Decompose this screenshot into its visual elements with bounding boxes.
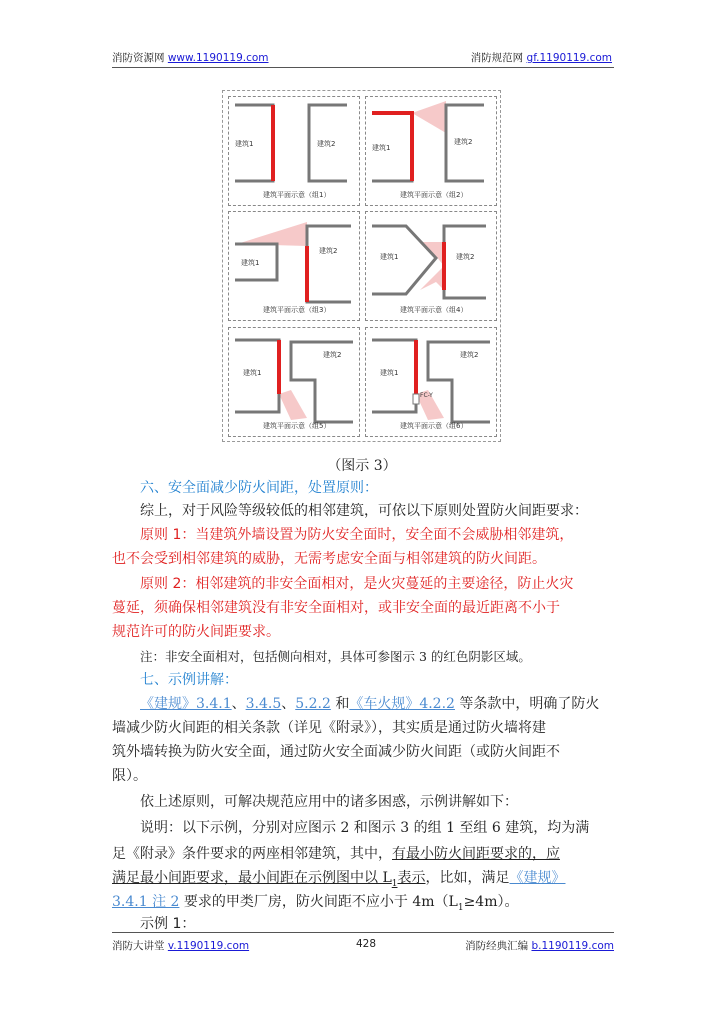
header-right-label: 消防规范网 — [470, 52, 524, 64]
fire-shutter-label: FC-Y — [420, 392, 433, 399]
panel-caption: 建筑平面示意（组2） — [400, 191, 468, 199]
panel-caption: 建筑平面示意（组1） — [263, 191, 331, 199]
building2-label: 建筑2 — [319, 247, 338, 255]
example1-heading: 示例 1： — [140, 916, 196, 932]
ref-link-345[interactable]: 3.4.5 — [245, 696, 282, 712]
figure-3 — [222, 90, 501, 442]
panel-group2 — [365, 96, 497, 206]
panel-caption: 建筑平面示意（组6） — [400, 422, 468, 430]
building2-label: 建筑2 — [323, 351, 342, 359]
section7-line5: 依上述原则，可解决规范应用中的诸多困惑，示例讲解如下： — [140, 794, 518, 810]
explain-line3: 满足最小间距要求，最小间距在示例图中以 $L_1$表示，比如，满足《建规》 — [112, 870, 566, 889]
ref-link-522[interactable]: 5.2.2 — [295, 696, 331, 712]
panel-group6 — [365, 327, 497, 437]
principle1-line2: 也不会受到相邻建筑的威胁，无需考虑安全面与相邻建筑的防火间距。 — [112, 551, 546, 567]
explain-line4: 3.4.1 注 2 要求的甲类厂房，防火间距不应小于 $4m(L_1\ge 4m)$。 — [112, 894, 519, 913]
page-number: 428 — [356, 938, 377, 950]
building1-label: 建筑1 — [243, 369, 262, 377]
building1-label: 建筑1 — [380, 369, 399, 377]
section6-heading: 六、安全面减少防火间距，处置原则： — [140, 480, 378, 496]
note-line: 注：非安全面相对，包括侧向相对，具体可参图示 3 的红色阴影区域。 — [140, 649, 531, 664]
footer-divider — [112, 932, 614, 933]
footer-right-link[interactable]: b.1190119.com — [531, 940, 614, 952]
building1-label: 建筑1 — [372, 144, 391, 152]
header-left-label: 消防资源网 — [112, 52, 165, 64]
section7-line3: 筑外墙转换为防火安全面，通过防火安全面减少防火间距（或防火间距不 — [112, 744, 560, 760]
panel-group4 — [365, 211, 497, 321]
building1-label: 建筑1 — [380, 253, 399, 261]
panel-caption: 建筑平面示意（组3） — [263, 306, 331, 314]
explain-line1: 说明：以下示例，分别对应图示 2 和图示 3 的组 1 至组 6 建筑，均为满 — [140, 820, 590, 836]
building1-label: 建筑1 — [235, 140, 254, 148]
panel-group5-drawing — [229, 328, 359, 436]
ref-link-341-note2[interactable]: 3.4.1 注 2 — [112, 894, 180, 910]
ref-link-jiangui[interactable]: 《建规》 — [509, 870, 566, 886]
building2-label: 建筑2 — [317, 140, 336, 148]
figure-caption: （图示 3） — [327, 458, 397, 474]
panel-group1 — [228, 96, 360, 206]
principle1-line1: 原则 1：当建筑外墙设置为防火安全面时，安全面不会威胁相邻建筑， — [140, 527, 574, 543]
principle2-line3: 规范许可的防火间距要求。 — [112, 624, 280, 640]
panel-group1-drawing — [229, 97, 359, 205]
panel-group5 — [228, 327, 360, 437]
section7-heading: 七、示例讲解： — [140, 672, 238, 688]
building2-label: 建筑2 — [460, 351, 479, 359]
page-footer — [112, 938, 614, 952]
section7-line2: 墙减少防火间距的相关条款（详见《附录》），其实质是通过防火墙将建 — [112, 720, 546, 736]
explain-line2: 足《附录》条件要求的两座相邻建筑，其中，有最小防火间距要求的，应 — [112, 846, 560, 862]
section7-line1: 《建规》3.4.1、3.4.5、5.2.2 和《车火规》4.2.2 等条款中，明确了防火 — [140, 696, 600, 712]
section7-line4: 限）。 — [112, 768, 147, 784]
building1-label: 建筑1 — [241, 259, 260, 267]
building2-label: 建筑2 — [456, 253, 475, 261]
header-right-link[interactable]: gf.1190119.com — [526, 52, 612, 64]
section6-intro: 综上，对于风险等级较低的相邻建筑，可依以下原则处置防火间距要求： — [140, 503, 588, 519]
header-left-link[interactable]: www.1190119.com — [167, 52, 269, 64]
principle2-line2: 蔓延，须确保相邻建筑没有非安全面相对，或非安全面的最近距离不小于 — [112, 600, 560, 616]
ref-link-jiangui-341[interactable]: 《建规》3.4.1 — [140, 696, 232, 712]
footer-left-link[interactable]: v.1190119.com — [167, 940, 250, 952]
building2-label: 建筑2 — [454, 138, 473, 146]
footer-right-label: 消防经典汇编 — [465, 940, 529, 952]
ref-link-chehuogui-422[interactable]: 《车火规》4.2.2 — [349, 696, 455, 712]
page-header — [112, 50, 612, 66]
footer-left-label: 消防大讲堂 — [112, 940, 165, 952]
panel-group6-drawing — [366, 328, 496, 436]
panel-caption: 建筑平面示意（组5） — [263, 422, 331, 430]
panel-group3 — [228, 211, 360, 321]
panel-caption: 建筑平面示意（组4） — [400, 306, 468, 314]
header-divider — [112, 67, 614, 68]
principle2-line1: 原则 2：相邻建筑的非安全面相对，是火灾蔓延的主要途径，防止火灾 — [140, 576, 574, 592]
panel-group4-drawing — [366, 212, 496, 320]
